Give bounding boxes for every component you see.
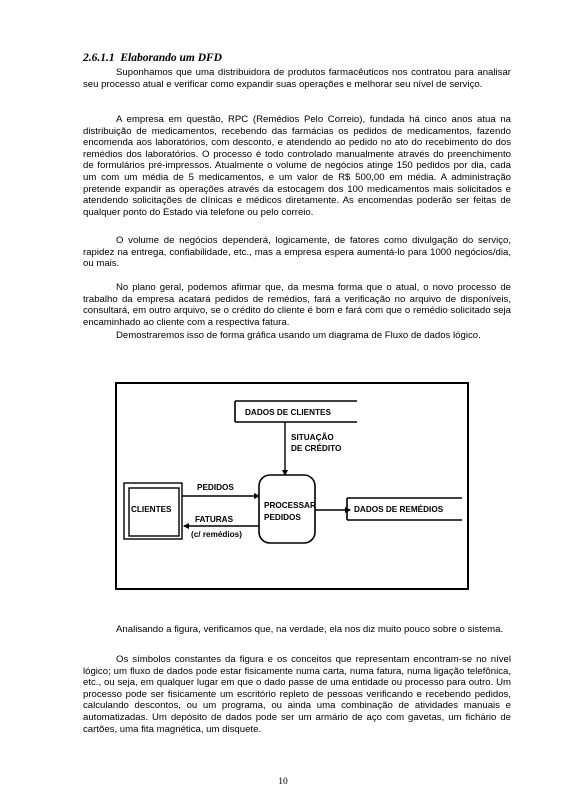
process-label-line1: PROCESSAR (264, 501, 316, 510)
paragraph-5: Demostraremos isso de forma gráfica usando um diagrama de Fluxo de dados lógico. (116, 330, 481, 341)
paragraph-7: Os símbolos constantes da figura e os conceitos que representam encontram-se no nível lógico; um fluxo de dados pode estar fisicamente numa carta, numa fatura, numa ligação telefônica, etc., ou seja, em qualquer lugar em que o dado passe de uma entidade ou processo para outro. Um processo pode ser fisicamente um escritório repleto de pessoas verificando e recebendo pedidos, calculando descontos, ou um programa, ou ainda uma combinação de atividades manuais e automatizadas. Um depósito de dados pode ser um armário de aço com gavetas, um fichário de cartões, uma fita magnética, um disquete. (83, 654, 511, 735)
section-number: 2.6.1.1 (83, 52, 115, 64)
paragraph-1: Suponhamos que uma distribuidora de produtos farmacêuticos nos contratou para analisar seu processo atual e verificar como expandir suas operações e melhorar seu nível de serviço. (83, 67, 511, 90)
flow-credit-label-line2: DE CRÉDITO (291, 444, 342, 453)
section-heading (83, 52, 222, 64)
paragraph-6: Analisando a figura, verificamos que, na verdade, ela nos diz muito pouco sobre o sistema. (116, 624, 504, 635)
flow-invoices-note: (c/ remédios) (191, 530, 242, 539)
process-label-line2: PEDIDOS (264, 513, 301, 522)
flow-invoices (184, 515, 259, 539)
paragraph-4: No plano geral, podemos afirmar que, da mesma forma que o atual, o novo processo de trabalho da empresa acatará pedidos de remédios, fará a verificação no arquivo de disponíveis, consultará, em outro arquivo, se o crédito do cliente é bom e fará com que o remédio solicitado seja encaminhado ao cliente com a respectiva fatura. (83, 282, 511, 328)
flow-orders-label: PEDIDOS (197, 483, 234, 492)
section-title: Elaborando um DFD (120, 52, 222, 64)
flow-orders (182, 483, 259, 496)
store-medicines-label: DADOS DE REMÉDIOS (354, 505, 444, 514)
flow-credit-situation (285, 422, 342, 475)
entity-clients-label: CLIENTES (131, 505, 172, 514)
dfd-figure (115, 382, 469, 590)
store-medicines-data (347, 498, 462, 520)
entity-clients (124, 483, 182, 539)
flow-invoices-label: FATURAS (195, 515, 234, 524)
paragraph-2: A empresa em questão, RPC (Remédios Pelo Correio), fundada há cinco anos atua na distribuição de medicamentos, recebendo das farmácias os pedidos de medicamentos, fazendo encomenda aos laboratórios, com desconto, e atendendo ao pedido no ato do recebimento do dos remédios dos laboratórios. O processo é todo controlado manualmente através do preenchimento de formulários pré-impressos. Atualmente o volume de negócios atinge 150 pedidos por dia, cada um com um média de 5 medicamentos, e um valor de R$ 500,00 em média. A administração pretende expandir as operações através da estocagem dos 100 medicamentos mais solicitados e atendendo solicitações de clínicas e médicos diretamente. As encomendas poderão ser feitas de qualquer ponto do Estado via telefone ou pelo correio. (83, 114, 511, 218)
dfd-diagram (117, 384, 467, 588)
paragraph-3: O volume de negócios dependerá, logicamente, de fatores como divulgação do serviço, rapidez na entrega, confiabilidade, etc., mas a empresa espera aumentá-lo para 1000 negócios/dia, ou mais. (83, 235, 511, 270)
page-number: 10 (278, 777, 288, 787)
store-clients-label: DADOS DE CLIENTES (245, 408, 331, 417)
process-orders (259, 475, 316, 543)
store-clients-data (235, 401, 357, 422)
flow-credit-label-line1: SITUAÇÃO (291, 433, 334, 442)
